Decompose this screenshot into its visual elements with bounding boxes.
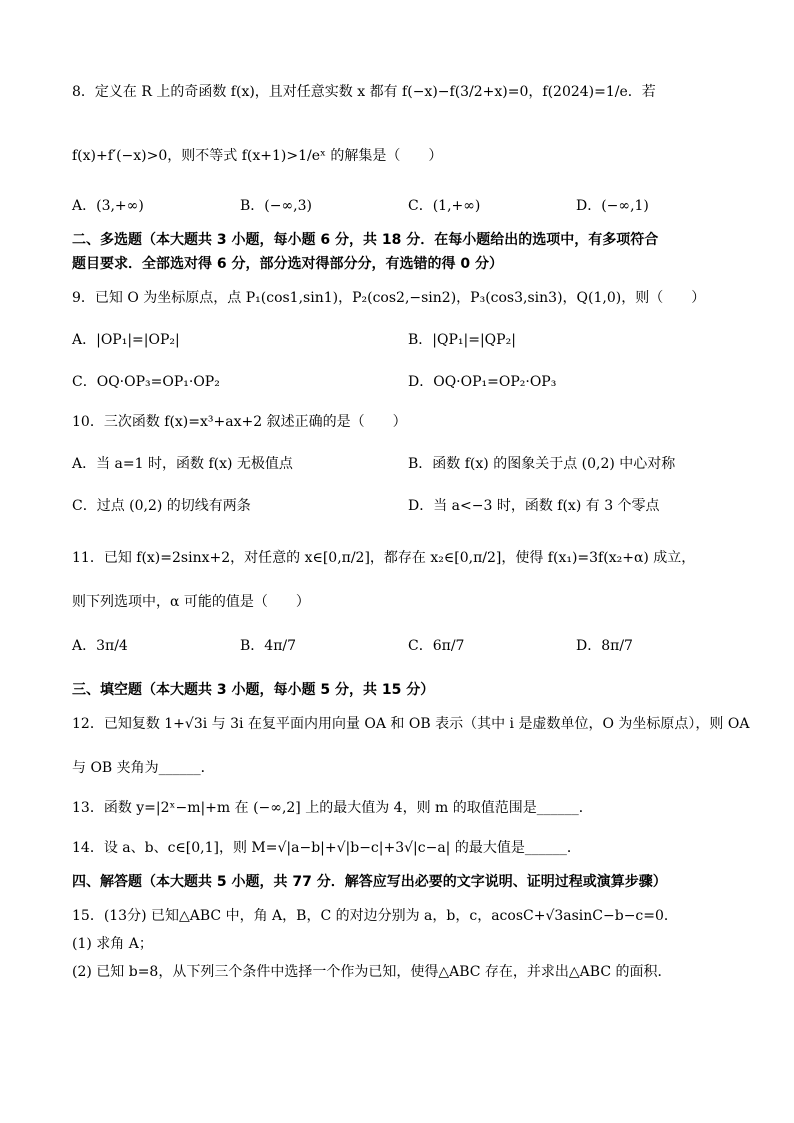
- q12-line2: 与 OB 夹角为______．: [72, 760, 215, 776]
- q8-line2: f(x)+f′(−x)>0，则不等式 f(x+1)>1/eˣ 的解集是（ ）: [72, 148, 443, 164]
- section3-heading: 三、填空题（本大题共 3 小题，每小题 5 分，共 15 分）: [72, 682, 435, 698]
- q10-option-d[interactable]: D．当 a<−3 时，函数 f(x) 有 3 个零点: [408, 498, 660, 514]
- q11-line1: 11．已知 f(x)=2sinx+2，对任意的 x∈[0,π/2]，都存在 x₂∈[0,π/2]，使得 f(x₁)=3f(x₂+α) 成立，: [72, 550, 696, 566]
- section2-heading-line1: 二、多选题（本大题共 3 小题，每小题 6 分，共 18 分．在每小题给出的选项中，有多项符合: [72, 232, 659, 248]
- q8-option-a[interactable]: A．(3,+∞): [72, 198, 144, 214]
- q8-option-c[interactable]: C．(1,+∞): [408, 198, 481, 214]
- q8-line1: 8．定义在 R 上的奇函数 f(x)，且对任意实数 x 都有 f(−x)−f(3/2+x)=0，f(2024)=1/e．若: [72, 84, 656, 100]
- q9-stem: 9．已知 O 为坐标原点，点 P₁(cos1,sin1)，P₂(cos2,−sin2)，P₃(cos3,sin3)，Q(1,0)，则（ ）: [72, 290, 706, 306]
- q11-option-a[interactable]: A．3π/4: [72, 638, 128, 654]
- q15-part2: (2) 已知 b=8，从下列三个条件中选择一个作为已知，使得△ABC 存在，并求出△ABC 的面积．: [72, 964, 672, 980]
- q9-option-b[interactable]: B．|QP₁|=|QP₂|: [408, 332, 516, 348]
- q15-stem: 15．(13分) 已知△ABC 中，角 A，B，C 的对边分别为 a，b，c，acosC+√3asinC−b−c=0．: [72, 908, 678, 924]
- q10-stem: 10．三次函数 f(x)=x³+ax+2 叙述正确的是（ ）: [72, 414, 407, 430]
- q10-option-c[interactable]: C．过点 (0,2) 的切线有两条: [72, 498, 251, 514]
- q11-line2: 则下列选项中，α 可能的值是（ ）: [72, 594, 310, 610]
- q11-option-b[interactable]: B．4π/7: [240, 638, 297, 654]
- q9-option-c[interactable]: C．OQ·OP₃=OP₁·OP₂: [72, 374, 220, 390]
- q12-line1: 12．已知复数 1+√3i 与 3i 在复平面内用向量 OA 和 OB 表示（其中 i 是虚数单位，O 为坐标原点），则 OA: [72, 716, 750, 732]
- q11-option-c[interactable]: C．6π/7: [408, 638, 465, 654]
- q8-option-b[interactable]: B．(−∞,3): [240, 198, 312, 214]
- q8-option-d[interactable]: D．(−∞,1): [576, 198, 649, 214]
- q9-option-d[interactable]: D．OQ·OP₁=OP₂·OP₃: [408, 374, 557, 390]
- q15-part1: (1) 求角 A；: [72, 936, 153, 952]
- q13-stem: 13．函数 y=|2ˣ−m|+m 在 (−∞,2] 上的最大值为 4，则 m 的取值范围是______．: [72, 800, 593, 816]
- section2-heading-line2: 题目要求．全部选对得 6 分，部分选对得部分分，有选错的得 0 分）: [72, 256, 503, 272]
- q9-option-a[interactable]: A．|OP₁|=|OP₂|: [72, 332, 180, 348]
- section4-heading: 四、解答题（本大题共 5 小题，共 77 分．解答应写出必要的文字说明、证明过程或演算步骤）: [72, 874, 667, 890]
- q10-option-b[interactable]: B．函数 f(x) 的图象关于点 (0,2) 中心对称: [408, 456, 676, 472]
- q11-option-d[interactable]: D．8π/7: [576, 638, 633, 654]
- q10-option-a[interactable]: A．当 a=1 时，函数 f(x) 无极值点: [72, 456, 293, 472]
- q14-stem: 14．设 a、b、c∈[0,1]，则 M=√|a−b|+√|b−c|+3√|c−a| 的最大值是______．: [72, 840, 581, 856]
